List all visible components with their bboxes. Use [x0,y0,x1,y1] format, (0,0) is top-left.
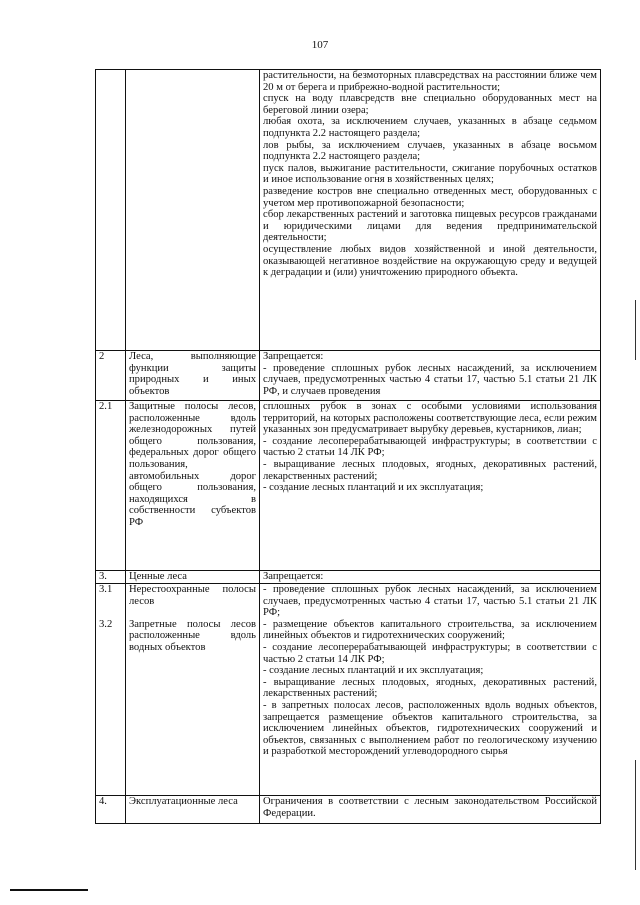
regime-table [95,69,601,824]
row-category [126,584,260,796]
restriction-line: пуск палов, выжигание растительности, сжигание порубочных остатков и иное использование огня в хозяйственных целях; [263,162,597,186]
row-number [96,70,126,351]
restriction-line: - создание лесоперерабатывающей инфраструктуры; в соответствии с частью 2 статьи 14 ЛК РФ; [263,641,597,665]
row-restrictions [260,584,601,796]
row-number: 2 [96,351,126,401]
restriction-line: - создание лесоперерабатывающей инфраструктуры; в соответствии с частью 2 статьи 14 ЛК РФ; [263,435,597,459]
restriction-line: Запрещается: [263,571,324,582]
restriction-line: - создание лесных плантаций и их эксплуатация; [263,665,484,677]
restriction-line: Запрещается: [263,351,324,362]
restriction-line: осуществление любых видов хозяйственной и иной деятельности, оказывающей негативное воздействие на окружающую среду и ведущей к деградации и (или) уничтожению природного объекта. [263,243,597,279]
table-row [96,401,601,571]
restriction-line: - проведение сплошных рубок лесных насаждений, за исключением случаев, предусмотренных частью 4 статьи 17, частью 5.1 статьи 21 ЛК РФ, и случаев проведения [263,362,597,397]
table-row [96,351,601,401]
restriction-line: Ограничения в соответствии с лесным законодательством Российской Федерации. [263,796,597,819]
row-restrictions [260,351,601,401]
restriction-line: - размещение объектов капитального строительства, за исключением линейных объектов и гидротехнических сооружений; [263,618,597,642]
restriction-line: спуск на воду плавсредств вне специально оборудованных мест на береговой линии озера; [263,93,597,116]
scan-edge-mark [635,760,636,870]
row-number: 2.1 [96,401,126,571]
row-category: Леса, выполняющие функции защиты природных и иных объектов [126,351,260,401]
restriction-line: лов рыбы, за исключением случаев, указанных в абзаце восьмом подпункта 2.2 настоящего раздела; [263,139,597,163]
row-category: Защитные полосы лесов, расположенные вдоль железнодорожных путей общего пользования, федеральных дорог общего пользования, автомобильных дорог общего пользования, находящихся в собственности субъектов РФ [126,401,260,571]
restriction-line: сплошных рубок в зонах с особыми условиями использования территорий, на которых расположены соответствующие леса, если режим указанных зон предусматривает вырубку деревьев, кустарников, лиан; [263,401,598,436]
row-restrictions [260,70,601,351]
footer-rule [10,889,88,891]
restriction-line: растительности, на безмоторных плавсредствах на расстоянии ближе чем 20 м от берега и прибрежно-водной растительности; [263,70,597,93]
row-category [126,70,260,351]
restriction-line: разведение костров вне специально отведенных мест, оборудованных с учетом мер противопожарной безопасности; [263,185,597,209]
row-restrictions [260,796,601,824]
category-spawning: Нерестоохранные полосы лесов [129,584,256,607]
scan-edge-mark [635,300,636,360]
row-number: 4. [96,796,126,824]
row-number-3-1: 3.1 [99,584,113,595]
table-row [96,584,601,796]
category-prohibited: Запретные полосы лесов расположенные вдоль водных объектов [129,618,256,653]
row-category: Ценные леса [126,571,260,584]
restriction-line: - проведение сплошных рубок лесных насаждений, за исключением случаев, предусмотренных частью 4 статьи 17, частью 5.1 статьи 21 ЛК РФ; [263,584,597,619]
restriction-line: - создание лесных плантаций и их эксплуатация; [263,482,484,494]
row-restrictions [260,401,601,571]
restriction-line: сбор лекарственных растений и заготовка пищевых ресурсов гражданами и юридическими лицами для ведения предпринимательской деятельности; [263,209,597,244]
restriction-line: любая охота, за исключением случаев, указанных в абзаце седьмом подпункта 2.2 настоящего раздела; [263,116,597,139]
restriction-line: - в запретных полосах лесов, расположенных вдоль водных объектов, запрещается размещение объектов капитального строительства, за исключением линейных объектов, гидротехнических сооружений и объектов, связанных с выполнением работ по геологическому изучению и разработкой месторождений углеводородного сырья [263,699,597,758]
table-row [96,571,601,584]
restriction-line: - выращивание лесных плодовых, ягодных, декоративных растений, лекарственных растений; [263,676,597,700]
row-number [96,584,126,796]
row-category: Эксплуатационные леса [126,796,260,824]
table-row [96,70,601,351]
row-restrictions [260,571,601,584]
restriction-line: - выращивание лесных плодовых, ягодных, декоративных растений, лекарственных растений; [263,458,597,482]
row-number: 3. [96,571,126,584]
page-number: 107 [311,39,329,51]
table-row [96,796,601,824]
row-number-3-2: 3.2 [99,618,113,630]
